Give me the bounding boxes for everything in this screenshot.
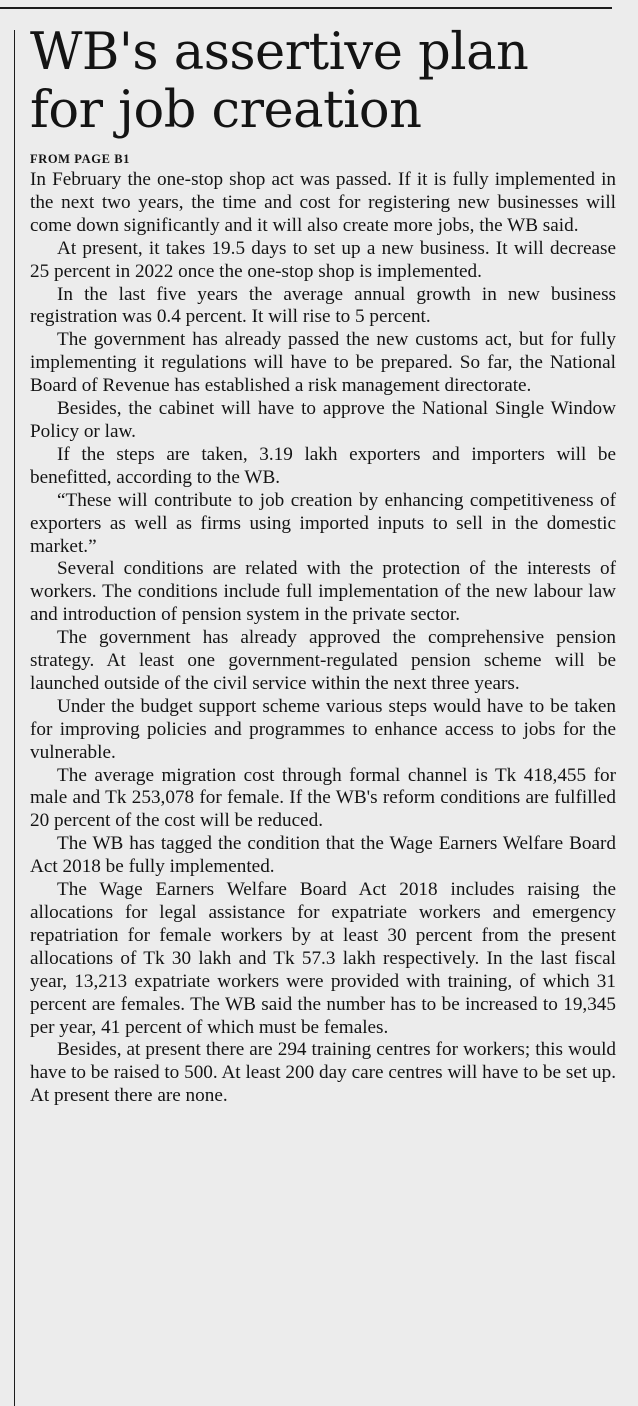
paragraph: The WB has tagged the condition that the Wage Earners Welfare Board Act 2018 be fully implemented. [30, 833, 616, 878]
paragraph: Several conditions are related with the protection of the interests of workers. The conditions include full implementation of the new labour law and introduction of pension system in the private sector. [30, 558, 616, 626]
paragraph: The Wage Earners Welfare Board Act 2018 includes raising the allocations for legal assistance for expatriate workers and emergency repatriation for female workers by at least 30 percent from the present allocations of Tk 30 lakh and Tk 57.3 lakh respectively. In the last fiscal year, 13,213 expatriate workers were provided with training, of which 31 percent are females. The WB said the number has to be increased to 19,345 per year, 41 percent of which must be females. [30, 879, 616, 1038]
paragraph: In the last five years the average annual growth in new business registration was 0.4 percent. It will rise to 5 percent. [30, 283, 616, 328]
paragraph: “These will contribute to job creation by enhancing competitiveness of exporters as well as firms using imported inputs to sell in the domestic market.” [30, 489, 616, 557]
headline [30, 24, 616, 140]
paragraph: If the steps are taken, 3.19 lakh exporters and importers will be benefitted, according to the WB. [30, 443, 616, 488]
paragraph: The government has already passed the new customs act, but for fully implementing it regulations will have to be prepared. So far, the National Board of Revenue has established a risk management directorate. [30, 329, 616, 397]
paragraph: At present, it takes 19.5 days to set up a new business. It will decrease 25 percent in 2022 once the one-stop shop is implemented. [30, 237, 616, 282]
headline-line-2: for job creation [30, 81, 422, 140]
paragraph: Under the budget support scheme various steps would have to be taken for improving policies and programmes to enhance access to jobs for the vulnerable. [30, 695, 616, 763]
paragraph: The average migration cost through formal channel is Tk 418,455 for male and Tk 253,078 for female. If the WB's reform conditions are fulfilled 20 percent of the cost will be reduced. [30, 764, 616, 832]
paragraph: In February the one-stop shop act was passed. If it is fully implemented in the next two years, the time and cost for registering new businesses will come down significantly and it will also create more jobs, the WB said. [30, 169, 616, 236]
headline-line-1: WB's assertive plan [30, 23, 529, 82]
article-body [30, 169, 616, 1108]
paragraph: Besides, at present there are 294 training centres for workers; this would have to be raised to 500. At least 200 day care centres will have to be set up. At present there are none. [30, 1039, 616, 1107]
left-column-rule [14, 30, 15, 1406]
article [30, 24, 616, 1108]
paragraph: The government has already approved the comprehensive pension strategy. At least one government-regulated pension scheme will be launched outside of the civil service within the next three years. [30, 627, 616, 694]
top-column-rule [0, 0, 612, 9]
paragraph: Besides, the cabinet will have to approve the National Single Window Policy or law. [30, 398, 616, 442]
continuation-kicker: FROM PAGE B1 [30, 152, 131, 166]
